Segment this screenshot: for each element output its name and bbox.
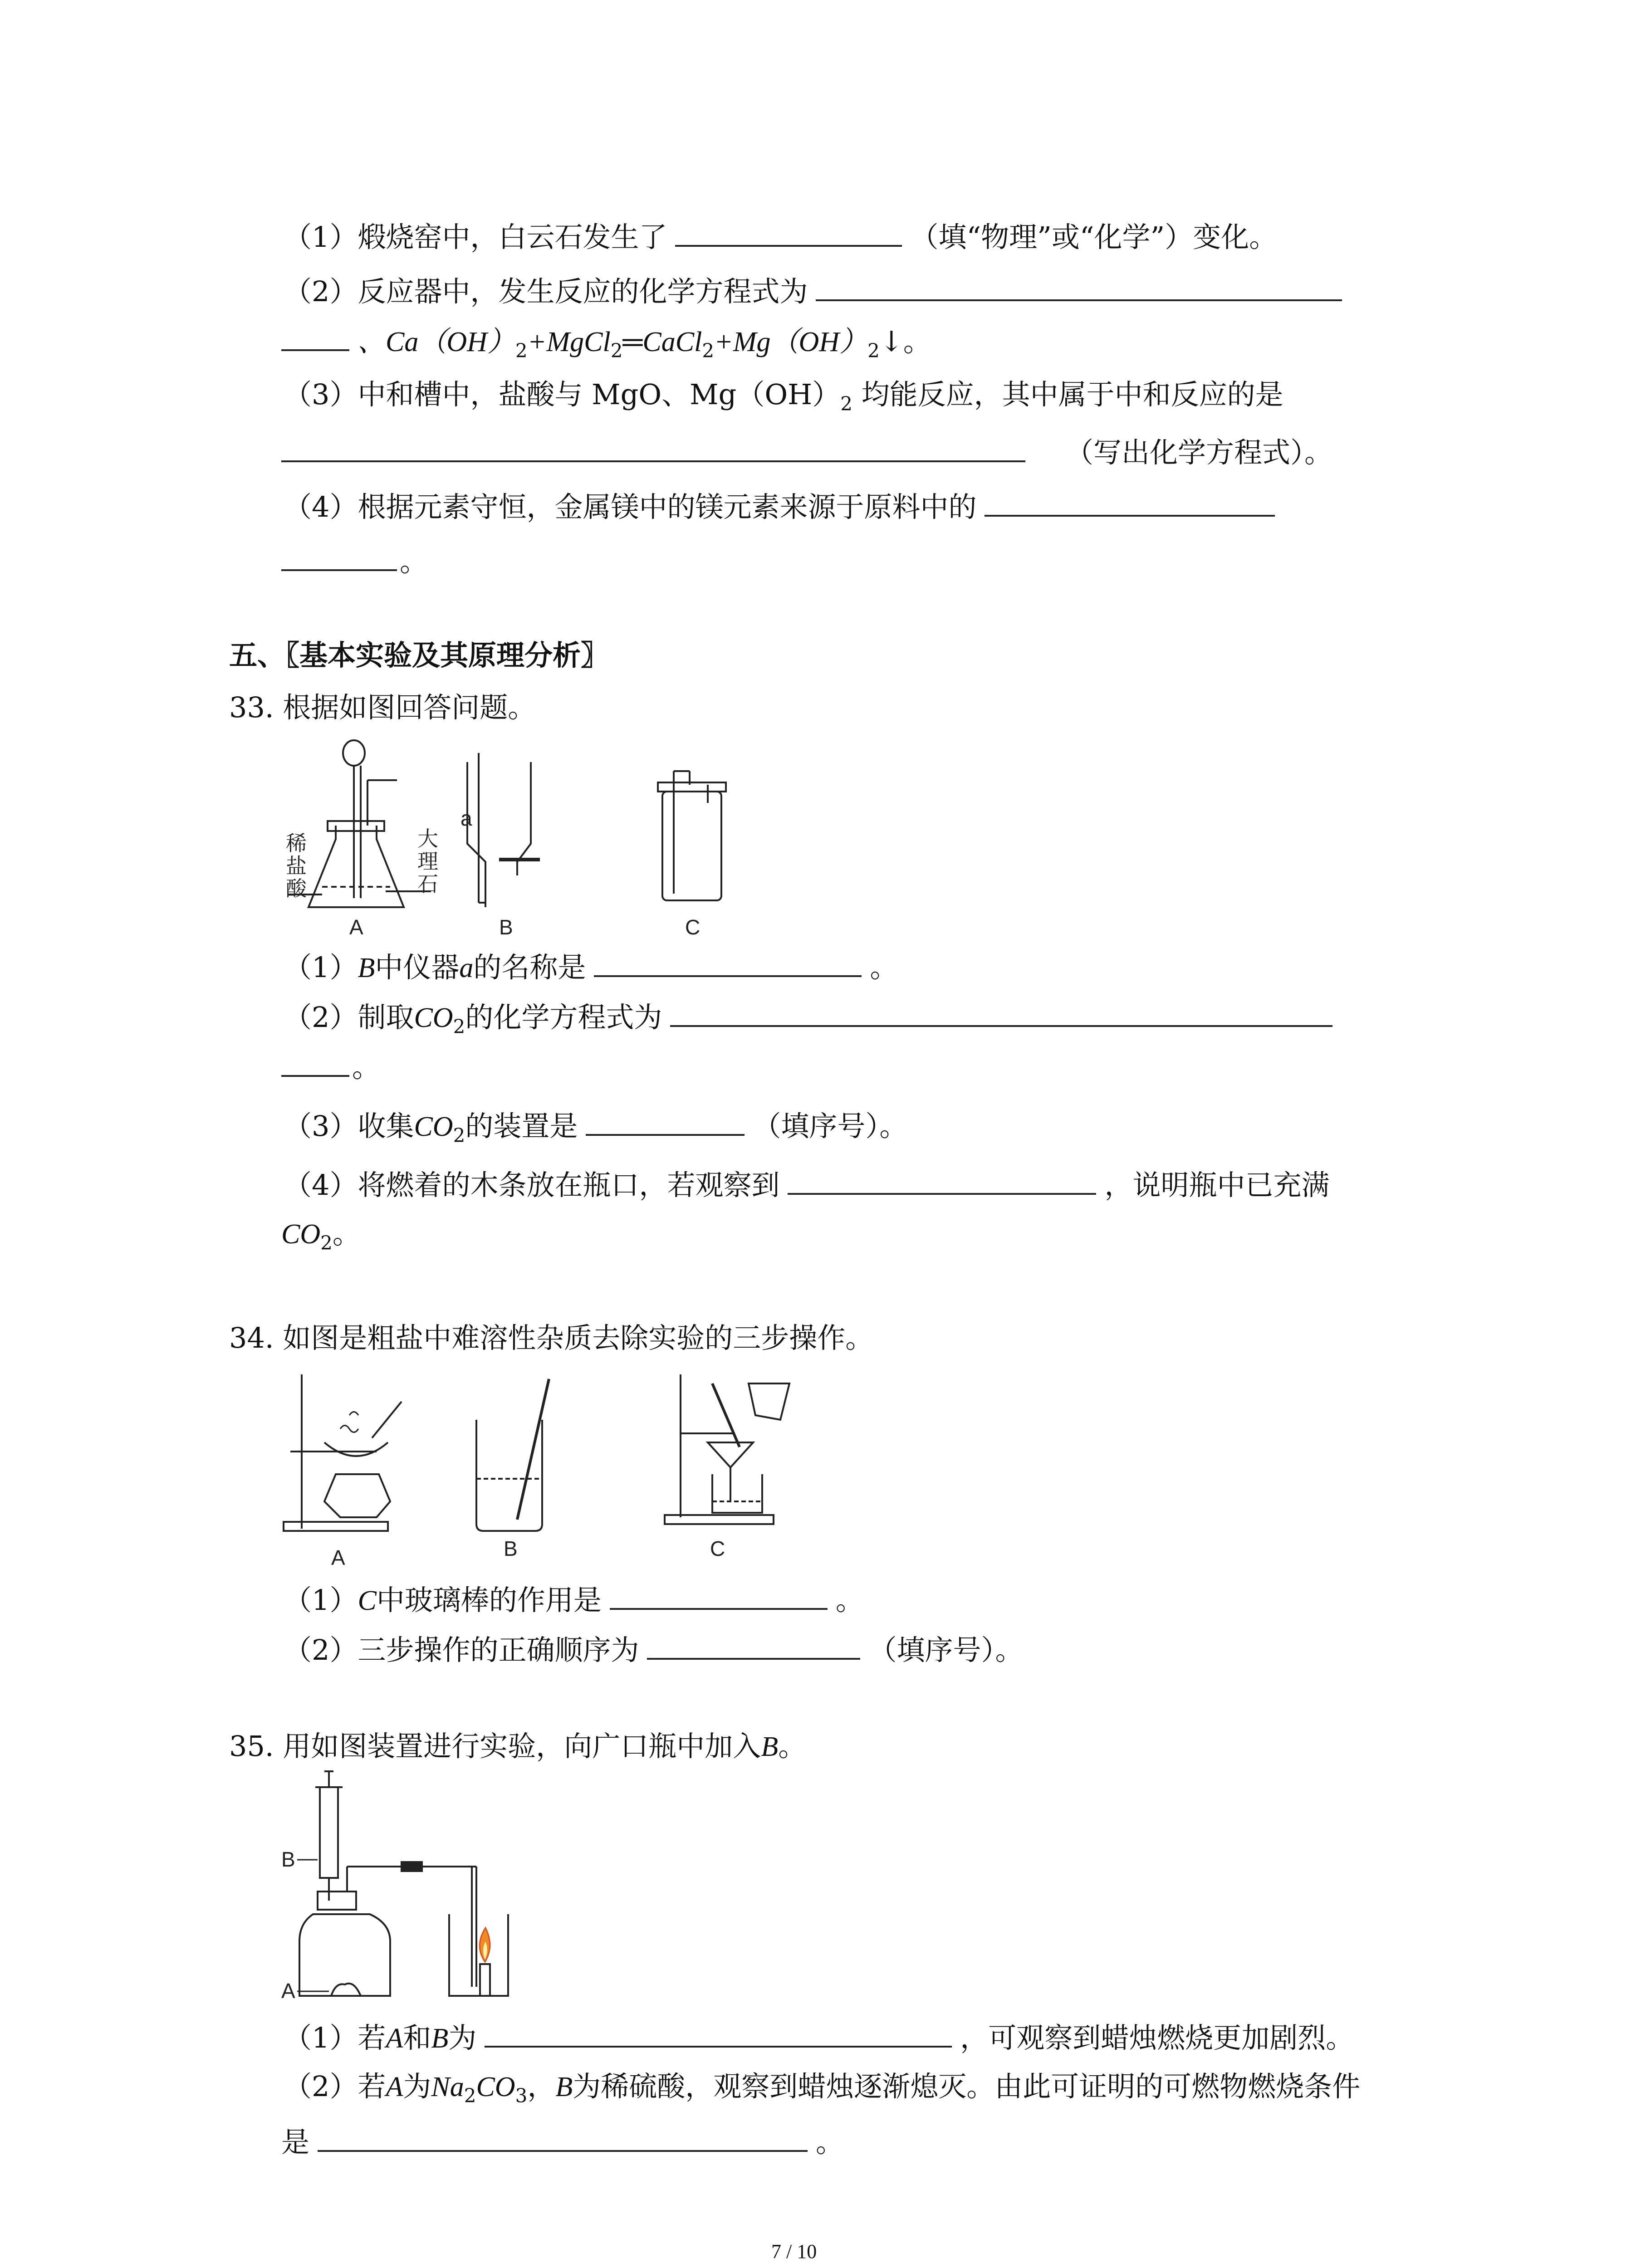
text: （填序号）。 xyxy=(868,1633,1024,1667)
q-prev-p2-formula: ═CaCl xyxy=(622,327,702,357)
text: 是 xyxy=(281,2126,310,2159)
var-a: a xyxy=(459,953,474,983)
subscript: 2 xyxy=(453,1015,465,1038)
var-B: B xyxy=(761,1731,779,1762)
subscript: 2 xyxy=(453,1124,465,1147)
q-prev-part2 xyxy=(284,272,1350,310)
text: 为稀硫酸，观察到蜡烛逐渐熄灭。由此可证明的可燃物燃烧条件 xyxy=(573,2070,1361,2103)
text: ，说明瓶中已充满 xyxy=(1104,1168,1330,1202)
q33-sub2-line2 xyxy=(281,1048,380,1085)
answer-blank[interactable] xyxy=(594,948,862,977)
label-a: a xyxy=(460,807,472,830)
separatory-funnel-bulb xyxy=(343,740,365,766)
answer-blank[interactable] xyxy=(675,218,902,247)
var-B: B xyxy=(431,2023,449,2054)
q-prev-p2-formula: +MgCl xyxy=(527,327,611,357)
var-A: A xyxy=(386,2023,403,2054)
answer-blank[interactable] xyxy=(281,542,397,571)
label-A: A xyxy=(349,915,363,939)
evaporating-dish xyxy=(324,1442,388,1456)
label-C: C xyxy=(685,915,700,939)
label-hydrochloric: 盐 xyxy=(286,854,307,878)
q-prev-p1-suffix: （填“物理”或“化学”）变化。 xyxy=(910,220,1278,254)
q-prev-p2-end: ↓。 xyxy=(879,325,931,358)
q-prev-part1 xyxy=(284,218,1277,255)
alcohol-lamp xyxy=(324,1474,390,1517)
formula-na2co3: CO xyxy=(476,2072,515,2102)
q35-sub1 xyxy=(284,2019,1354,2057)
text: （1）若 xyxy=(284,2021,386,2054)
text: 和 xyxy=(403,2021,431,2054)
answer-blank[interactable] xyxy=(281,433,1025,462)
text: ，可观察到蜡烛燃烧更加剧烈。 xyxy=(960,2021,1354,2054)
answer-blank[interactable] xyxy=(485,2019,952,2048)
formula-na2co3: Na xyxy=(431,2072,464,2102)
label-acid: 酸 xyxy=(286,877,307,900)
page-number: 7 / 10 xyxy=(771,2240,817,2263)
label-A: A xyxy=(281,1979,295,2003)
formula-co2: CO xyxy=(281,1219,321,1250)
glass-rod-c xyxy=(712,1383,740,1447)
text: ， xyxy=(527,2070,556,2103)
text: 。 xyxy=(870,951,898,984)
beaker-b xyxy=(476,1420,542,1531)
q-prev-p2-formula: 、Ca（OH） xyxy=(358,327,515,357)
answer-blank[interactable] xyxy=(670,998,1332,1027)
text: （2）若 xyxy=(284,2070,386,2103)
text: （3）收集 xyxy=(284,1110,414,1143)
q-prev-p2-prefix: （2）反应器中，发生反应的化学方程式为 xyxy=(284,275,808,308)
subscript: 2 xyxy=(702,339,715,362)
subscript: 2 xyxy=(610,339,623,362)
label-big: 大 xyxy=(417,827,438,850)
subscript: 2 xyxy=(515,339,528,362)
var-B: B xyxy=(555,2072,573,2102)
subscript: 3 xyxy=(515,2084,528,2107)
answer-blank[interactable] xyxy=(816,272,1342,301)
text: （1） xyxy=(284,951,358,984)
q-prev-p3-suffix: 均能反应，其中属于中和反应的是 xyxy=(852,378,1283,411)
q33-sub3 xyxy=(284,1107,907,1154)
q33-sub2 xyxy=(284,998,1341,1045)
label-B: B xyxy=(504,1537,518,1560)
q34-sub1 xyxy=(284,1581,864,1619)
text: 35. 用如图装置进行实验，向广口瓶中加入 xyxy=(229,1730,761,1763)
q33-stem: 33. 根据如图回答问题。 xyxy=(229,691,536,724)
q-prev-part3-line2 xyxy=(281,433,1332,471)
q34-figure xyxy=(281,1365,803,1574)
subscript: 2 xyxy=(320,1232,333,1254)
q-prev-part4-line2 xyxy=(281,542,428,580)
q-prev-p3-prefix: （3）中和槽中，盐酸与 MgO、Mg（OH） xyxy=(284,378,841,411)
subscript: 2 xyxy=(867,339,880,362)
label-dilute: 稀 xyxy=(286,831,307,855)
q-prev-part2-line2 xyxy=(281,322,931,369)
answer-blank[interactable] xyxy=(281,322,349,351)
text: 的化学方程式为 xyxy=(465,1001,662,1034)
q33-sub4 xyxy=(284,1166,1329,1203)
label-C: C xyxy=(710,1537,725,1560)
answer-blank[interactable] xyxy=(985,488,1275,517)
label-B: B xyxy=(499,915,513,939)
answer-blank[interactable] xyxy=(788,1166,1096,1195)
answer-blank[interactable] xyxy=(318,2123,808,2152)
answer-blank[interactable] xyxy=(647,1631,860,1660)
gas-bottle-c xyxy=(662,792,721,900)
label-A: A xyxy=(331,1546,345,1569)
beaker-c xyxy=(712,1474,762,1513)
q35-sub2 xyxy=(284,2068,1360,2114)
section-title: 五、〖基本实验及其原理分析〗 xyxy=(229,639,609,672)
glass-rod-b xyxy=(517,1379,549,1520)
text: 的名称是 xyxy=(473,951,586,984)
text: 为 xyxy=(403,2070,431,2103)
q33-figure xyxy=(286,735,740,943)
answer-blank[interactable] xyxy=(281,1048,349,1077)
q34-sub2 xyxy=(284,1631,1023,1668)
q-prev-part3 xyxy=(284,376,1283,422)
q35-figure xyxy=(281,1769,535,2005)
pouring-beaker xyxy=(749,1383,789,1420)
subscript: 2 xyxy=(840,392,852,415)
q-prev-p2-formula: +Mg（OH） xyxy=(714,327,868,357)
conical-flask xyxy=(309,826,404,907)
text: 的装置是 xyxy=(465,1110,578,1143)
answer-blank[interactable] xyxy=(586,1107,745,1136)
q33-apparatus-diagram xyxy=(286,735,740,943)
var-A: A xyxy=(386,2072,403,2102)
q35-apparatus-diagram xyxy=(281,1769,535,2005)
text: 。 xyxy=(778,1730,807,1763)
text: 为 xyxy=(448,2021,477,2054)
q-prev-part4 xyxy=(284,488,1283,525)
q-prev-p4-prefix: （4）根据元素守恒，金属镁中的镁元素来源于原料中的 xyxy=(284,490,977,523)
glass-rod-a xyxy=(372,1402,402,1438)
label-B: B xyxy=(281,1848,295,1871)
text: 。 xyxy=(816,2126,844,2159)
var-C: C xyxy=(358,1585,377,1616)
gas-bottle-b xyxy=(467,762,531,907)
q35-stem xyxy=(229,1728,806,1765)
q34-apparatus-diagram xyxy=(281,1365,803,1574)
bottle-stopper xyxy=(318,1892,356,1910)
label-reason: 理 xyxy=(417,850,438,873)
syringe xyxy=(320,1787,338,1878)
q35-sub2-line2 xyxy=(281,2123,844,2160)
q33-sub1 xyxy=(284,948,898,986)
subscript: 2 xyxy=(464,2084,476,2107)
text: 。 xyxy=(352,1051,381,1084)
q34-stem: 34. 如图是粗盐中难溶性杂质去除实验的三步操作。 xyxy=(229,1321,874,1354)
text: 。 xyxy=(835,1584,864,1617)
q-prev-p1-prefix: （1）煅烧窑中，白云石发生了 xyxy=(284,220,667,254)
var-B: B xyxy=(358,953,375,983)
answer-blank[interactable] xyxy=(610,1581,828,1610)
q33-sub4-line2 xyxy=(281,1216,361,1261)
text: （2）制取 xyxy=(284,1001,414,1034)
text: （填序号）。 xyxy=(753,1110,908,1143)
formula-co2: CO xyxy=(414,1002,453,1033)
label-stone: 石 xyxy=(417,872,438,896)
q-prev-p4-end: 。 xyxy=(400,545,428,578)
funnel xyxy=(708,1442,753,1467)
beaker xyxy=(449,1914,508,1996)
candle xyxy=(480,1964,490,1996)
text: （1） xyxy=(284,1584,358,1617)
formula-co2: CO xyxy=(414,1111,453,1142)
text: （2）三步操作的正确顺序为 xyxy=(284,1633,639,1667)
text: 中玻璃棒的作用是 xyxy=(376,1584,602,1617)
text: 中仪器 xyxy=(375,951,460,984)
text: 。 xyxy=(332,1217,361,1250)
solid-a xyxy=(331,1984,361,1996)
text: （4）将燃着的木条放在瓶口，若观察到 xyxy=(284,1168,780,1202)
q-prev-p3-tail: （写出化学方程式）。 xyxy=(1065,436,1333,469)
